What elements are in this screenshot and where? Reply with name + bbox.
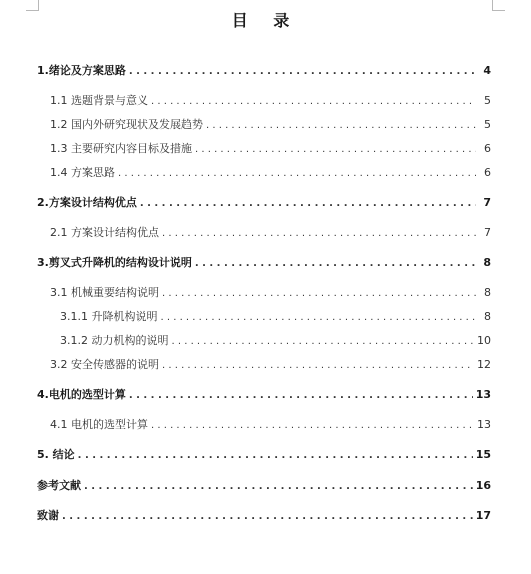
toc-leader: [195, 256, 476, 271]
toc-entry-page: 5: [484, 118, 491, 131]
toc-entry-page: 5: [484, 94, 491, 107]
toc-leader: [206, 118, 476, 133]
toc-leader: [140, 196, 476, 211]
toc-entry[interactable]: [50, 142, 491, 157]
toc-entry-label: 3.剪叉式升降机的结构设计说明: [37, 256, 192, 269]
toc-entry[interactable]: [60, 310, 491, 325]
toc-entry-page: 8: [484, 286, 491, 299]
toc-entry-page: 8: [484, 310, 491, 323]
toc-entry[interactable]: [37, 479, 491, 494]
toc-entry[interactable]: [37, 196, 491, 211]
toc-entry-label: 3.1 机械重要结构说明: [50, 286, 159, 299]
toc-entry-label: 1.4 方案思路: [50, 166, 115, 179]
toc-entry[interactable]: [60, 334, 491, 349]
toc-entry-page: 13: [475, 388, 491, 401]
toc-entry-page: 4: [483, 64, 491, 77]
toc-leader: [172, 334, 475, 349]
toc-entry-label: 3.1.1 升降机构说明: [60, 310, 158, 323]
toc-entry-page: 10: [477, 334, 491, 347]
toc-entry[interactable]: [37, 448, 491, 463]
toc-entry-page: 12: [477, 358, 491, 371]
toc-entry[interactable]: [37, 388, 491, 403]
toc-entry-label: 4.电机的选型计算: [37, 388, 126, 401]
toc-leader: [195, 142, 476, 157]
toc-entry-page: 17: [475, 509, 491, 522]
toc-entry[interactable]: [37, 256, 491, 271]
toc-entry-label: 致谢: [37, 509, 59, 522]
toc-entry-label: 3.1.2 动力机构的说明: [60, 334, 169, 347]
toc-entry[interactable]: [50, 94, 491, 109]
toc-entry-page: 8: [483, 256, 491, 269]
toc-leader: [161, 310, 477, 325]
toc-leader: [129, 388, 473, 403]
toc-entry-label: 1.3 主要研究内容目标及措施: [50, 142, 192, 155]
toc-entry-label: 参考文献: [37, 479, 81, 492]
toc-leader: [151, 418, 474, 433]
toc-title: 目 录: [231, 11, 300, 30]
toc-entry-label: 1.绪论及方案思路: [37, 64, 126, 77]
toc-entry-label: 1.1 选题背景与意义: [50, 94, 148, 107]
toc-entry-page: 6: [484, 142, 491, 155]
toc-leader: [151, 94, 476, 109]
toc-entry-label: 4.1 电机的选型计算: [50, 418, 148, 431]
toc-entry-page: 7: [484, 226, 491, 239]
toc-entry-page: 15: [475, 448, 491, 461]
toc-entry[interactable]: [50, 418, 491, 433]
toc-entry-label: 1.2 国内外研究现状及发展趋势: [50, 118, 203, 131]
toc-entry-label: 5. 结论: [37, 448, 75, 461]
toc-entry-label: 3.2 安全传感器的说明: [50, 358, 159, 371]
toc-entry-page: 7: [483, 196, 491, 209]
toc-entry[interactable]: [50, 166, 491, 181]
toc-entry-label: 2.方案设计结构优点: [37, 196, 137, 209]
toc-leader: [162, 358, 474, 373]
toc-entry-page: 16: [475, 479, 491, 492]
toc-leader: [118, 166, 476, 181]
toc-leader: [162, 286, 476, 301]
toc-entry[interactable]: [50, 358, 491, 373]
toc-entry-page: 13: [477, 418, 491, 431]
toc-entry[interactable]: [37, 64, 491, 79]
toc-leader: [129, 64, 476, 79]
toc-entry[interactable]: [50, 226, 491, 241]
toc-entry[interactable]: [50, 286, 491, 301]
toc-leader: [162, 226, 476, 241]
toc-entry-page: 6: [484, 166, 491, 179]
toc-entry-label: 2.1 方案设计结构优点: [50, 226, 159, 239]
toc-entry[interactable]: [37, 509, 491, 524]
toc-leader: [84, 479, 473, 494]
toc-leader: [62, 509, 473, 524]
toc-entry[interactable]: [50, 118, 491, 133]
toc-leader: [78, 448, 473, 463]
